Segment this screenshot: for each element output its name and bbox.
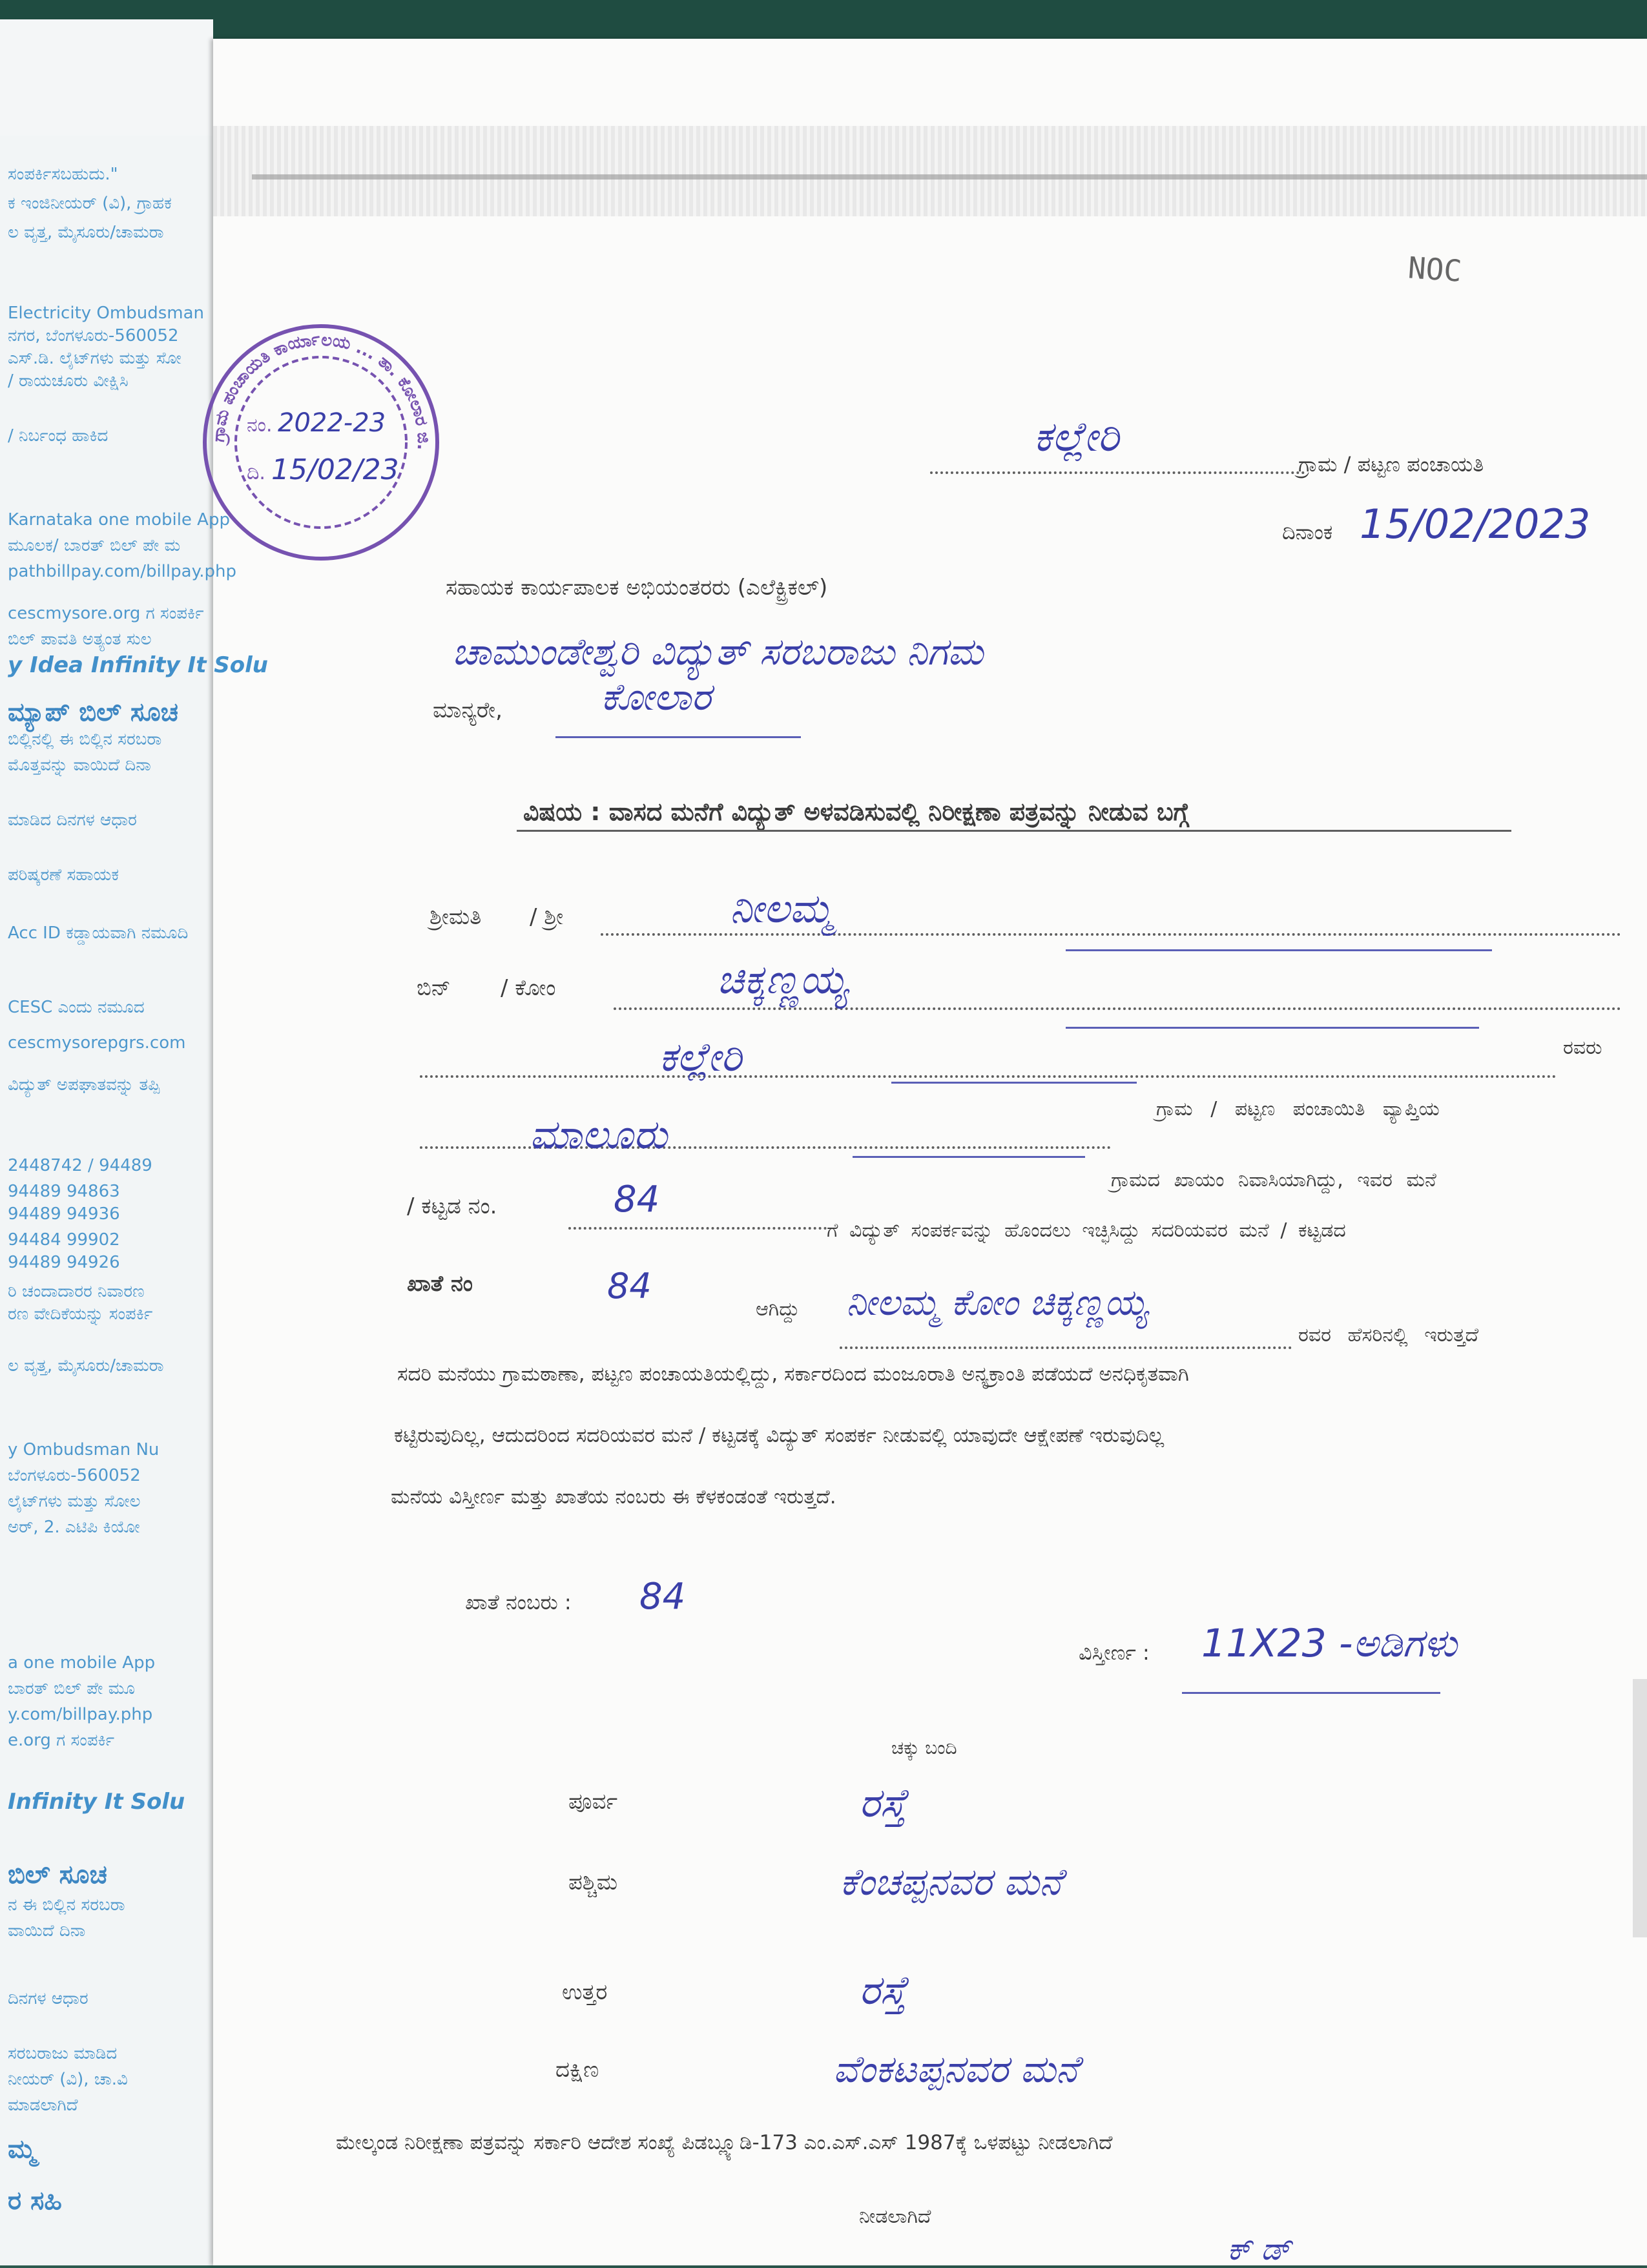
leaflet-line: cescmysorepgrs.com xyxy=(8,1033,186,1053)
line5-suffix: ಗೆ ವಿದ್ಯುತ್ ಸಂಪರ್ಕವನ್ನು ಹೊಂದಲು ಇಚ್ಛಿಸಿದ್ದು ಸದರಿಯವರ ಮನೆ / ಕಟ್ಟಡದ xyxy=(827,1219,1346,1242)
leaflet-line: 94489 94936 xyxy=(8,1204,120,1224)
leaflet-line: ಸಂಪರ್ಕಿಸಬಹುದು." xyxy=(8,165,118,184)
leaflet-line: ರಣ ವೇದಿಕೆಯನ್ನು ಸಂಪರ್ಕಿ xyxy=(8,1304,153,1324)
recipient-place: ಕೋಲಾರ xyxy=(601,675,711,719)
leaflet-line: ನೀಯರ್ (ವಿ), ಚಾ.ವಿ xyxy=(8,2070,128,2089)
building-label: / ಕಟ್ಟಡ ನಂ. xyxy=(407,1193,497,1219)
leaflet-line: / ರಾಯಚೂರು ವೀಕ್ಷಿಸಿ xyxy=(8,371,129,391)
leaflet-line: ಸರಬರಾಜು ಮಾಡಿದ xyxy=(8,2044,118,2063)
leaflet-line: ವಿದ್ಯುತ್ ಅಪಘಾತವನ್ನು ತಪ್ಪಿ xyxy=(8,1075,160,1095)
leaflet-line: ಮೊತ್ತವನ್ನು ವಾಯಿದೆ ದಿನಾ xyxy=(8,756,151,775)
agiddu-label: ಆಗಿದ್ದು xyxy=(756,1298,800,1321)
subject: ವಿಷಯ : ವಾಸದ ಮನೆಗೆ ವಿದ್ಯುತ್ ಅಳವಡಿಸುವಲ್ಲಿ ನಿರೀಕ್ಷಣಾ ಪತ್ರವನ್ನು ನೀಡುವ ಬಗ್ಗೆ xyxy=(523,798,1189,826)
line3-suffix: ಗ್ರಾಮ / ಪಟ್ಟಣ ಪಂಚಾಯಿತಿ ವ್ಯಾಪ್ತಿಯ xyxy=(1156,1098,1440,1120)
recipient-designation: ಸಹಾಯಕ ಕಾರ್ಯಪಾಲಕ ಅಭಿಯಂತರರು (ಎಲೆಕ್ಟ್ರಿಕಲ್) xyxy=(446,575,828,601)
leaflet-line: 94489 94863 xyxy=(8,1182,120,1201)
village-name: ಕಲ್ಲೇರಿ xyxy=(659,1033,742,1080)
khata-number-label: ಖಾತೆ ನಂಬರು : xyxy=(465,1590,572,1614)
leaflet-line: cescmysore.org ಗ ಸಂಪರ್ಕಿ xyxy=(8,604,204,623)
leaflet-line: 94484 99902 xyxy=(8,1230,120,1250)
leaflet-text-block xyxy=(0,0,269,2265)
para-line-2: ಕಟ್ಟಿರುವುದಿಲ್ಲ, ಆದುದರಿಂದ ಸದರಿಯವರ ಮನೆ / ಕಟ್ಟಡಕ್ಕೆ ವಿದ್ಯುತ್ ಸಂಪರ್ಕ ನೀಡುವಲ್ಲಿ ಯಾವುದೇ ಆಕ್ಷೇಪಣೆ ಇರುವುದಿಲ್ಲ xyxy=(394,1424,1165,1447)
leaflet-line: ಲೈಟ್‌ಗಳು ಮತ್ತು ಸೋಲ xyxy=(8,1492,141,1511)
leaflet-line: ಬಿಲ್ಲಿನಲ್ಲಿ ಈ ಬಿಲ್ಲಿನ ಸರಬರಾ xyxy=(8,730,162,749)
village-underline xyxy=(891,1082,1137,1084)
stamp-date: 15/02/23 xyxy=(271,453,399,486)
area-label: ವಿಸ್ತೀರ್ಣ : xyxy=(1079,1640,1150,1665)
salutation: ಮಾನ್ಯರೇ, xyxy=(433,697,502,723)
owner-dots xyxy=(840,1346,1292,1349)
taluk-name: ಮಾಲೂರು xyxy=(530,1111,668,1158)
stamp-ring-text: ಗ್ರಾಮ ಪಂಚಾಯತಿ ಕಾರ್ಯಾಲಯ ... ತಾ. ಕೋಲಾರ ಜಿ. xyxy=(209,329,433,451)
leaflet-line: 2448742 / 94489 xyxy=(8,1156,152,1175)
leaflet-line: ಬಿಲ್ ಪಾವತಿ ಅತ್ಯಂತ ಸುಲ xyxy=(8,630,152,649)
village-dots xyxy=(420,1075,1557,1078)
stamp-number-prefix: ನಂ. xyxy=(247,414,273,437)
line4-suffix: ಗ್ರಾಮದ ಖಾಯಂ ನಿವಾಸಿಯಾಗಿದ್ದು, ಇವರ ಮನೆ xyxy=(1111,1169,1436,1191)
south-label: ದಕ್ಷಿಣ xyxy=(555,2057,599,2083)
leaflet-line: ಮಾಡಿದ ದಿನಗಳ ಆಧಾರ xyxy=(8,810,137,830)
shreemati-label: ಶ್ರೀಮತಿ xyxy=(430,904,482,930)
east-value: ರಸ್ತೆ xyxy=(859,1779,907,1826)
leaflet-line: ಅರ್, 2. ಎಟಿಪಿ ಕಿಯೋ xyxy=(8,1518,140,1537)
bin-label: ಬಿನ್ xyxy=(417,975,451,1001)
header-village-dots xyxy=(930,471,1305,474)
leaflet-line: ನ ಈ ಬಿಲ್ಲಿನ ಸರಬರಾ xyxy=(8,1895,125,1915)
relation-dots xyxy=(614,1007,1621,1010)
para-line-3: ಮನೆಯ ವಿಸ್ತೀರ್ಣ ಮತ್ತು ಖಾತೆಯ ನಂಬರು ಈ ಕೆಳಕಂಡಂತೆ ಇರುತ್ತದೆ. xyxy=(391,1485,836,1509)
sheet-photocopy-band xyxy=(213,126,1647,216)
building-dots xyxy=(568,1227,827,1230)
stamp-number: 2022-23 xyxy=(278,408,386,438)
area-underline xyxy=(1182,1692,1440,1694)
south-value: ವೆಂಕಟಪ್ಪನವರ ಮನೆ xyxy=(833,2047,1079,2091)
name-dots xyxy=(601,933,1621,936)
leaflet-line: ಎಸ್.ಡಿ. ಲೈಟ್‌ಗಳು ಮತ್ತು ಸೋ xyxy=(8,349,181,368)
leaflet-line: pathbillpay.com/billpay.php xyxy=(8,562,236,581)
panchayat-stamp xyxy=(195,316,447,568)
leaflet-line: Acc ID ಕಡ್ಡಾಯವಾಗಿ ನಮೂದಿ xyxy=(8,923,189,943)
name-underline xyxy=(1066,949,1492,951)
line6-suffix: ರವರ ಹೆಸರಿನಲ್ಲಿ ಇರುತ್ತದೆ xyxy=(1298,1324,1479,1346)
taluk-dots xyxy=(420,1146,1111,1149)
sheet-top-rule xyxy=(252,174,1647,180)
taluk-underline xyxy=(853,1156,1085,1158)
boundary-heading: ಚಕ್ಕು ಬಂದಿ xyxy=(891,1737,957,1758)
khata-label: ಖಾತೆ ನಂ xyxy=(407,1271,473,1297)
leaflet-line: ವಾಯಿದೆ ದಿನಾ xyxy=(8,1921,86,1941)
leaflet-line: ನಗರ, ಬೆಂಗಳೂರು-560052 xyxy=(8,326,179,345)
shree-label: / ಶ್ರೀ xyxy=(530,904,564,930)
date-label: ದಿನಾಂಕ xyxy=(1282,520,1333,544)
leaflet-line: y Idea Infinity It Solu xyxy=(8,652,269,678)
leaflet-line: ರ ಸಹಿ xyxy=(8,2186,62,2216)
leaflet-line: ಲ ವೃತ್ತ, ಮೈಸೂರು/ಚಾಮರಾ xyxy=(8,1356,164,1376)
north-value: ರಸ್ತೆ xyxy=(859,1966,907,2014)
leaflet-line: Karnataka one mobile App xyxy=(8,510,230,530)
leaflet-line: ಬಾರತ್ ಬಿಲ್ ಪೇ ಮೂ xyxy=(8,1679,135,1698)
place-underline xyxy=(555,736,801,738)
leaflet-line: ರಿ ಚಂದಾದಾರರ ನಿವಾರಣ xyxy=(8,1282,145,1301)
footer-line-1: ಮೇಲ್ಕಂಡ ನಿರೀಕ್ಷಣಾ ಪತ್ರವನ್ನು ಸರ್ಕಾರಿ ಆದೇಶ ಸಂಖ್ಯೆ ಪಿಡಬ್ಲ್ಯೂಡಿ-173 ಎಂ.ಎಸ್.ಎಸ್ 1987ಕ್ಕೆ ಒಳಪಟ್ಟು ನೀಡಲಾಗಿದೆ xyxy=(336,2131,1113,2154)
leaflet-line: ಮ್ಯಾಪ್ ಬಿಲ್ ಸೂಚ xyxy=(8,697,178,727)
leaflet-line: y.com/billpay.php xyxy=(8,1705,153,1724)
leaflet-line: ಲ ವೃತ್ತ, ಮೈಸೂರು/ಚಾಮರಾ xyxy=(8,223,164,242)
footer-line-2: ನೀಡಲಾಗಿದೆ xyxy=(859,2205,931,2228)
leaflet-line: ಮೂಲಕ/ ಬಾರತ್ ಬಿಲ್ ಪೇ ಮ xyxy=(8,536,181,555)
khata-number-inline: 84 xyxy=(607,1266,652,1306)
khata-number: 84 xyxy=(639,1576,686,1618)
underlying-page-edge xyxy=(1633,1679,1647,1937)
top-green-band xyxy=(0,0,1647,39)
building-number: 84 xyxy=(614,1179,660,1221)
relation-name: ಚಿಕ್ಕಣ್ಣಯ್ಯ xyxy=(717,956,849,1003)
signature-fragment: ಕ್ ಡ್ xyxy=(1227,2231,1291,2267)
leaflet-line: ಮಾಡಲಾಗಿದೆ xyxy=(8,2096,78,2115)
leaflet-line: ದಿನಗಳ ಆಧಾರ xyxy=(8,1989,88,2008)
leaflet-line: 94489 94926 xyxy=(8,1253,120,1272)
leaflet-line: ಬಿಲ್ ಸೂಚ xyxy=(8,1860,107,1890)
relation-underline xyxy=(1066,1027,1479,1029)
area-value: 11X23 -ಅಡಿಗಳು xyxy=(1201,1621,1457,1666)
leaflet-line: a one mobile App xyxy=(8,1653,156,1673)
leaflet-line: ಪರಿಷ್ಕರಣೆ ಸಹಾಯಕ xyxy=(8,865,119,885)
owner-name: ನೀಲಮ್ಮ ಕೋಂ ಚಿಕ್ಕಣ್ಣಯ್ಯ xyxy=(846,1282,1148,1324)
leaflet-line: Infinity It Solu xyxy=(8,1789,185,1815)
applicant-name: ನೀಲಮ್ಮ xyxy=(730,885,833,932)
north-label: ಉತ್ತರ xyxy=(562,1979,608,2005)
leaflet-line: / ನಿರ್ಬಂಧ ಹಾಕಿದ xyxy=(8,426,109,446)
recipient-org: ಚಾಮುಂಡೇಶ್ವರಿ ವಿದ್ಯುತ್ ಸರಬರಾಜು ನಿಗಮ xyxy=(452,630,984,674)
para-line-1: ಸದರಿ ಮನೆಯು ಗ್ರಾಮಠಾಣಾ, ಪಟ್ಟಣ ಪಂಚಾಯತಿಯಲ್ಲಿದ್ದು, ಸರ್ಕಾರದಿಂದ ಮಂಜೂರಾತಿ ಅನ್ಯಕ್ರಾಂತಿ ಪಡೆಯದೆ ಅನಧಿಕೃತವಾಗಿ xyxy=(397,1363,1189,1386)
kom-label: / ಕೋಂ xyxy=(501,975,556,1001)
leaflet-line: y Ombudsman Nu xyxy=(8,1440,160,1459)
west-label: ಪಶ್ಚಿಮ xyxy=(568,1870,618,1895)
header-village: ಕಲ್ಲೇರಿ xyxy=(1033,413,1119,461)
leaflet-line: Electricity Ombudsman xyxy=(8,304,204,323)
leaflet-line: e.org ಗ ಸಂಪರ್ಕಿ xyxy=(8,1731,115,1750)
noc-note: NOC xyxy=(1407,250,1463,289)
letter-date: 15/02/2023 xyxy=(1360,500,1591,548)
leaflet-line: ಮ್ಮ xyxy=(8,2134,36,2164)
leaflet-line: ಬೆಂಗಳೂರು-560052 xyxy=(8,1466,141,1485)
leaflet-line: ಕ ಇಂಜಿನೀಯರ್ (ವಿ), ಗ್ರಾಹಕ xyxy=(8,194,172,213)
leaflet-line: CESC ಎಂದು ನಮೂದ xyxy=(8,998,145,1017)
stamp-date-prefix: ದಿ. xyxy=(247,462,265,484)
panchayat-label: ಗ್ರಾಮ / ಪಟ್ಟಣ ಪಂಚಾಯತಿ xyxy=(1298,452,1484,477)
east-label: ಪೂರ್ವ xyxy=(568,1789,618,1815)
ravara-label: ರವರು xyxy=(1563,1036,1602,1059)
west-value: ಕೆಂಚಪ್ಪನವರ ಮನೆ xyxy=(840,1860,1062,1904)
subject-underline xyxy=(517,830,1511,832)
